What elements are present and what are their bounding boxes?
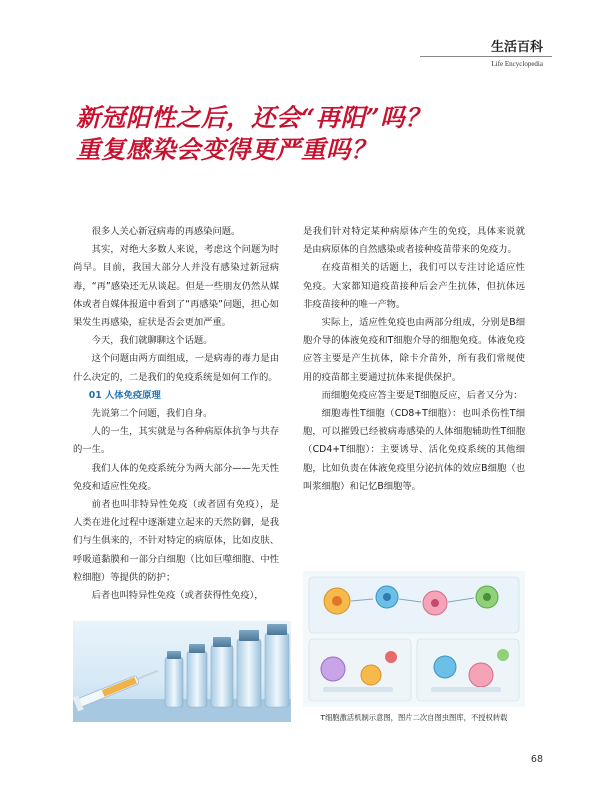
t-cell-activation-diagram — [303, 571, 525, 707]
page-number: 68 — [530, 754, 543, 765]
paragraph: 细胞毒性T细胞（CD8+T细胞）：也叫杀伤性T细胞，可以摧毁已经被病毒感染的人体细胞辅助性T细胞（CD4+T细胞）：主要诱导、活化免疫系统的其他细胞，比如负责在体液免疫里分泌抗体的效应B细胞（也叫浆细胞）和记忆B细胞等。 — [303, 408, 525, 492]
section-title: 生活百科 — [490, 40, 543, 55]
paragraph: 后者也叫特异性免疫（或者获得性免疫）， — [91, 590, 264, 602]
paragraph: 人的一生，其实就是与各种病原体抗争与共存的一生。 — [73, 426, 279, 456]
paragraph: 很多人关心新冠病毒的再感染问题。 — [91, 226, 241, 237]
article-title — [76, 102, 546, 166]
left-column — [73, 223, 279, 605]
paragraph: 今天，我们就聊聊这个话题。 — [91, 335, 213, 347]
t-cell-diagram-illustration — [303, 571, 525, 707]
paragraph: 先说第二个问题，我们自身。 — [91, 408, 213, 420]
header-divider — [420, 56, 552, 57]
paragraph: 我们人体的免疫系统分为两大部分——先天性免疫和适应性免疫。 — [73, 462, 279, 492]
title-line-1: 新冠阳性之后，还会“再阳”吗？ — [76, 103, 431, 132]
paragraph: 前者也叫非特异性免疫（或者固有免疫），是人类在进化过程中逐渐建立起来的天然防御，是我们与生俱来的，不针对特定的病原体，比如皮肤、呼吸道黏膜和一部分白细胞（比如巨噬细胞、中性粒细胞）等提供的防护； — [73, 499, 279, 583]
vaccine-vials-illustration — [73, 621, 291, 722]
paragraph: 而细胞免疫应答主要是T细胞反应，后者又分为： — [321, 389, 523, 401]
paragraph: 这个问题由两方面组成，一是病毒的毒力是由什么决定的，二是我们的免疫系统是如何工作的。 — [73, 353, 279, 383]
paragraph: 是我们针对特定某种病原体产生的免疫，具体来说就是由病原体的自然感染或者接种疫苗带来的免疫力。 — [303, 226, 525, 256]
section-subtitle: Life Encyclopedia — [491, 60, 543, 68]
right-column — [303, 223, 525, 496]
title-line-2: 重复感染会变得更严重吗？ — [76, 135, 376, 164]
vaccine-vials-photo — [73, 621, 291, 722]
paragraph: 实际上，适应性免疫也由两部分组成，分别是B细胞介导的体液免疫和T细胞介导的细胞免疫。体液免疫应答主要是产生抗体，除卡介苗外，所有我们常规使用的疫苗都主要通过抗体来提供保护。 — [303, 317, 525, 383]
section-heading: 01 人体免疫原理 — [88, 389, 161, 401]
paragraph: 其实，对绝大多数人来说，考虑这个问题为时尚早。目前，我国大部分人并没有感染过新冠病毒，“再”感染还无从谈起。但是一些朋友仍然从媒体或者自媒体报道中看到了“再感染”问题，担心如果发生再感染，症状是否会更加严重。 — [73, 244, 279, 329]
paragraph: 在疫苗相关的话题上，我们可以专注讨论适应性免疫。大家都知道疫苗接种后会产生抗体，但抗体远非疫苗接种的唯一产物。 — [303, 262, 525, 310]
figure-caption: T细胞激活机制示意图，图片二次自图虫图库，不授权转载 — [320, 713, 508, 722]
